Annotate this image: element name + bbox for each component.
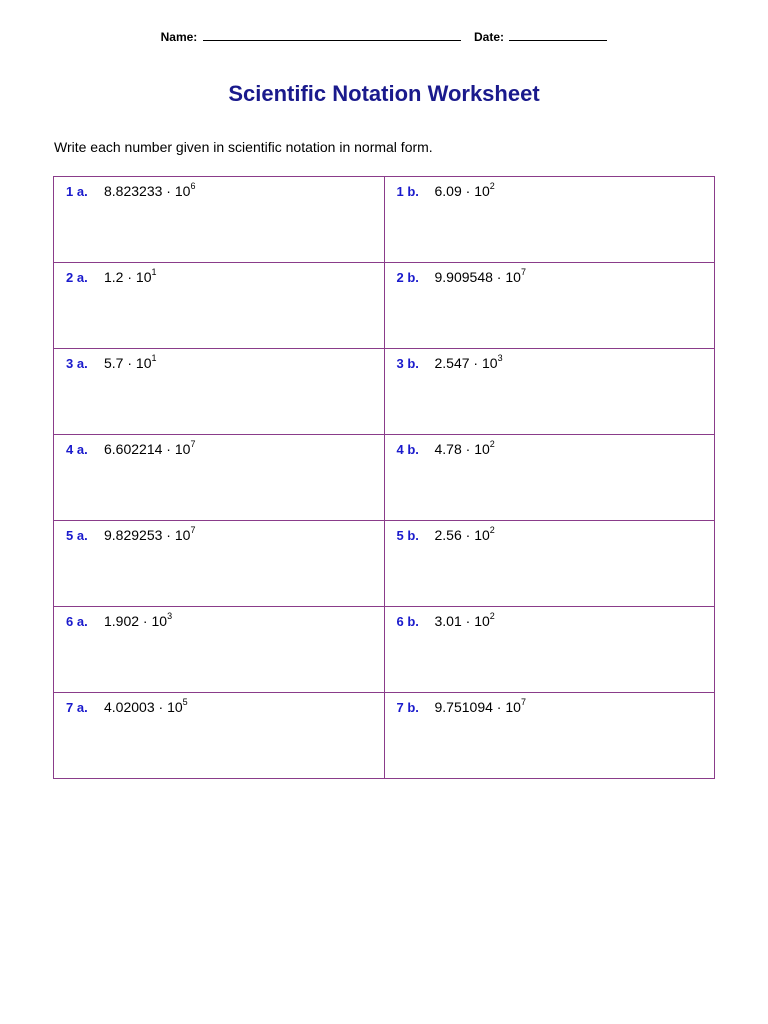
base: 10 <box>167 699 183 715</box>
multiplication-dot: · <box>162 527 175 543</box>
problem-label: 3 a. <box>66 356 88 371</box>
multiplication-dot: · <box>469 355 482 371</box>
multiplication-dot: · <box>139 613 152 629</box>
base: 10 <box>482 355 498 371</box>
mantissa: 2.56 <box>434 527 462 543</box>
problem-row <box>54 177 715 263</box>
problem-label: 5 b. <box>396 528 419 543</box>
problem-cell-7a[interactable] <box>54 693 385 779</box>
problem-content <box>54 435 384 457</box>
problem-label: 4 a. <box>66 442 88 457</box>
exponent: 1 <box>151 353 157 363</box>
multiplication-dot: · <box>123 355 136 371</box>
mantissa: 6.602214 <box>104 441 163 457</box>
problem-label: 4 b. <box>396 442 419 457</box>
problem-cell-3a[interactable] <box>54 349 385 435</box>
multiplication-dot: · <box>492 699 506 715</box>
base: 10 <box>505 269 521 285</box>
problem-content <box>54 349 384 371</box>
mantissa: 9.909548 <box>434 269 493 285</box>
problem-cell-6b[interactable] <box>384 607 715 693</box>
problem-content <box>54 521 384 543</box>
multiplication-dot: · <box>162 441 175 457</box>
problem-label: 6 b. <box>396 614 419 629</box>
problem-content <box>385 349 715 371</box>
problem-label: 7 a. <box>66 700 88 715</box>
problem-label: 1 b. <box>396 184 419 199</box>
problem-cell-1a[interactable] <box>54 177 385 263</box>
exponent: 2 <box>489 525 495 535</box>
problem-cell-7b[interactable] <box>384 693 715 779</box>
base: 10 <box>151 613 168 629</box>
problem-cell-2b[interactable] <box>384 263 715 349</box>
base: 10 <box>174 441 191 457</box>
problem-cell-5a[interactable] <box>54 521 385 607</box>
exponent: 7 <box>520 697 526 707</box>
mantissa: 9.751094 <box>434 699 493 715</box>
multiplication-dot: · <box>461 527 475 543</box>
base: 10 <box>174 183 191 199</box>
mantissa: 8.823233 <box>104 183 163 199</box>
base: 10 <box>135 355 152 371</box>
problem-label: 1 a. <box>66 184 88 199</box>
problem-content <box>54 263 384 285</box>
mantissa: 4.02003 <box>104 699 155 715</box>
multiplication-dot: · <box>123 269 136 285</box>
multiplication-dot: · <box>162 183 175 199</box>
problem-grid <box>53 176 715 779</box>
base: 10 <box>474 527 490 543</box>
exponent: 3 <box>497 353 503 363</box>
problem-label: 2 b. <box>396 270 419 285</box>
problem-row <box>54 521 715 607</box>
header-line <box>0 30 768 44</box>
mantissa: 9.829253 <box>104 527 163 543</box>
problem-cell-2a[interactable] <box>54 263 385 349</box>
instructions: Write each number given in scientific notation in normal form. <box>54 139 433 155</box>
problem-content <box>385 263 715 285</box>
mantissa: 5.7 <box>104 355 124 371</box>
problem-content <box>385 607 715 629</box>
exponent: 3 <box>167 611 173 621</box>
problem-label: 2 a. <box>66 270 88 285</box>
base: 10 <box>174 527 191 543</box>
name-label: Name: <box>160 30 198 44</box>
date-blank[interactable] <box>509 30 607 41</box>
problem-label: 6 a. <box>66 614 88 629</box>
problem-label: 7 b. <box>396 700 419 715</box>
problem-content <box>385 435 715 457</box>
problem-cell-3b[interactable] <box>384 349 715 435</box>
problem-row <box>54 693 715 779</box>
problem-cell-1b[interactable] <box>384 177 715 263</box>
base: 10 <box>474 183 490 199</box>
multiplication-dot: · <box>492 269 506 285</box>
problem-row <box>54 607 715 693</box>
base: 10 <box>135 269 152 285</box>
problem-cell-4b[interactable] <box>384 435 715 521</box>
mantissa: 1.902 <box>104 613 140 629</box>
exponent: 7 <box>190 525 196 535</box>
exponent: 7 <box>190 439 196 449</box>
exponent: 6 <box>190 181 196 191</box>
base: 10 <box>474 613 490 629</box>
problem-content <box>54 607 384 629</box>
base: 10 <box>474 441 490 457</box>
mantissa: 2.547 <box>434 355 470 371</box>
problem-content <box>385 693 715 715</box>
exponent: 2 <box>489 439 495 449</box>
multiplication-dot: · <box>461 441 475 457</box>
multiplication-dot: · <box>154 699 168 715</box>
date-label: Date: <box>474 30 505 44</box>
exponent: 2 <box>489 611 495 621</box>
exponent: 2 <box>489 181 495 191</box>
mantissa: 4.78 <box>434 441 462 457</box>
problem-label: 5 a. <box>66 528 88 543</box>
problem-content <box>385 177 715 199</box>
problem-cell-6a[interactable] <box>54 607 385 693</box>
exponent: 5 <box>182 697 188 707</box>
mantissa: 6.09 <box>434 183 462 199</box>
page-title: Scientific Notation Worksheet <box>228 81 540 106</box>
exponent: 1 <box>151 267 157 277</box>
problem-row <box>54 435 715 521</box>
problem-content <box>54 693 384 715</box>
problem-row <box>54 349 715 435</box>
multiplication-dot: · <box>461 613 475 629</box>
multiplication-dot: · <box>461 183 475 199</box>
problem-row <box>54 263 715 349</box>
mantissa: 1.2 <box>104 269 124 285</box>
mantissa: 3.01 <box>434 613 462 629</box>
exponent: 7 <box>520 267 526 277</box>
name-blank[interactable] <box>203 30 461 41</box>
problem-content <box>54 177 384 199</box>
problem-label: 3 b. <box>396 356 419 371</box>
problem-cell-4a[interactable] <box>54 435 385 521</box>
base: 10 <box>505 699 521 715</box>
problem-cell-5b[interactable] <box>384 521 715 607</box>
problem-content <box>385 521 715 543</box>
